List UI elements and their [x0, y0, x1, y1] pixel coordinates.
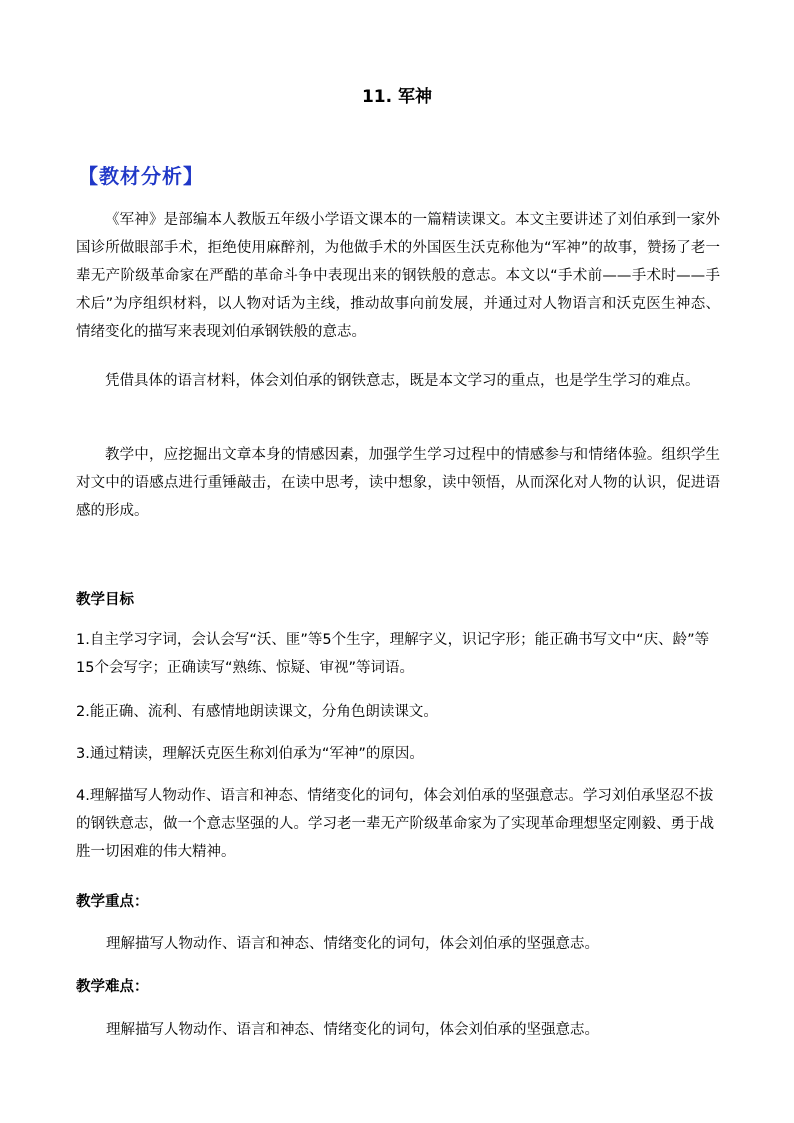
analysis-heading: 【教材分析】	[78, 164, 204, 188]
analysis-paragraph-1: 《军神》是部编本人教版五年级小学语文课本的一篇精读课文。本文主要讲述了刘伯承到一家外国诊所做眼部手术，拒绝使用麻醉剂，为他做手术的外国医生沃克称他为“军神”的故事，赞扬了老一辈无产阶级革命家在严酷的革命斗争中表现出来的钢铁般的意志。本文以“手术前——手术时——手术后”为序组织材料，以人物对话为主线，推动故事向前发展，并通过对人物语言和沃克医生神态、情绪变化的描写来表现刘伯承钢铁般的意志。	[76, 212, 720, 340]
key-points-text: 理解描写人物动作、语言和神态、情绪变化的词句，体会刘伯承的坚强意志。	[106, 936, 599, 952]
page-title: 11. 军神	[361, 87, 433, 107]
goal-item-1: 1.自主学习字词，会认会写“沃、匪”等5个生字，理解字义，识记字形；能正确书写文中“庆、龄”等15个会写字；正确读写“熟练、惊疑、审视”等词语。	[76, 632, 710, 676]
goal-item-4: 4.理解描写人物动作、语言和神态、情绪变化的词句，体会刘伯承的坚强意志。学习刘伯承坚忍不拔的钢铁意志，做一个意志坚强的人。学习老一辈无产阶级革命家为了实现革命理想坚定刚毅、勇于战胜一切困难的伟大精神。	[76, 788, 714, 860]
teaching-goals-heading: 教学目标	[76, 592, 134, 608]
difficulties-label: 教学难点：	[76, 979, 149, 995]
difficulties-text: 理解描写人物动作、语言和神态、情绪变化的词句，体会刘伯承的坚强意志。	[106, 1022, 599, 1038]
key-points-label: 教学重点：	[76, 894, 149, 910]
analysis-paragraph-2: 凭借具体的语言材料，体会刘伯承的钢铁意志，既是本文学习的重点，也是学生学习的难点。	[105, 373, 700, 389]
goal-item-3: 3.通过精读，理解沃克医生称刘伯承为“军神”的原因。	[76, 746, 424, 762]
goal-item-2: 2.能正确、流利、有感情地朗读课文，分角色朗读课文。	[76, 704, 438, 720]
analysis-paragraph-3: 教学中，应挖掘出文章本身的情感因素，加强学生学习过程中的情感参与和情绪体验。组织学生对文中的语感点进行重锤敲击，在读中思考，读中想象，读中领悟，从而深化对人物的认识，促进语感的形成。	[76, 447, 720, 519]
